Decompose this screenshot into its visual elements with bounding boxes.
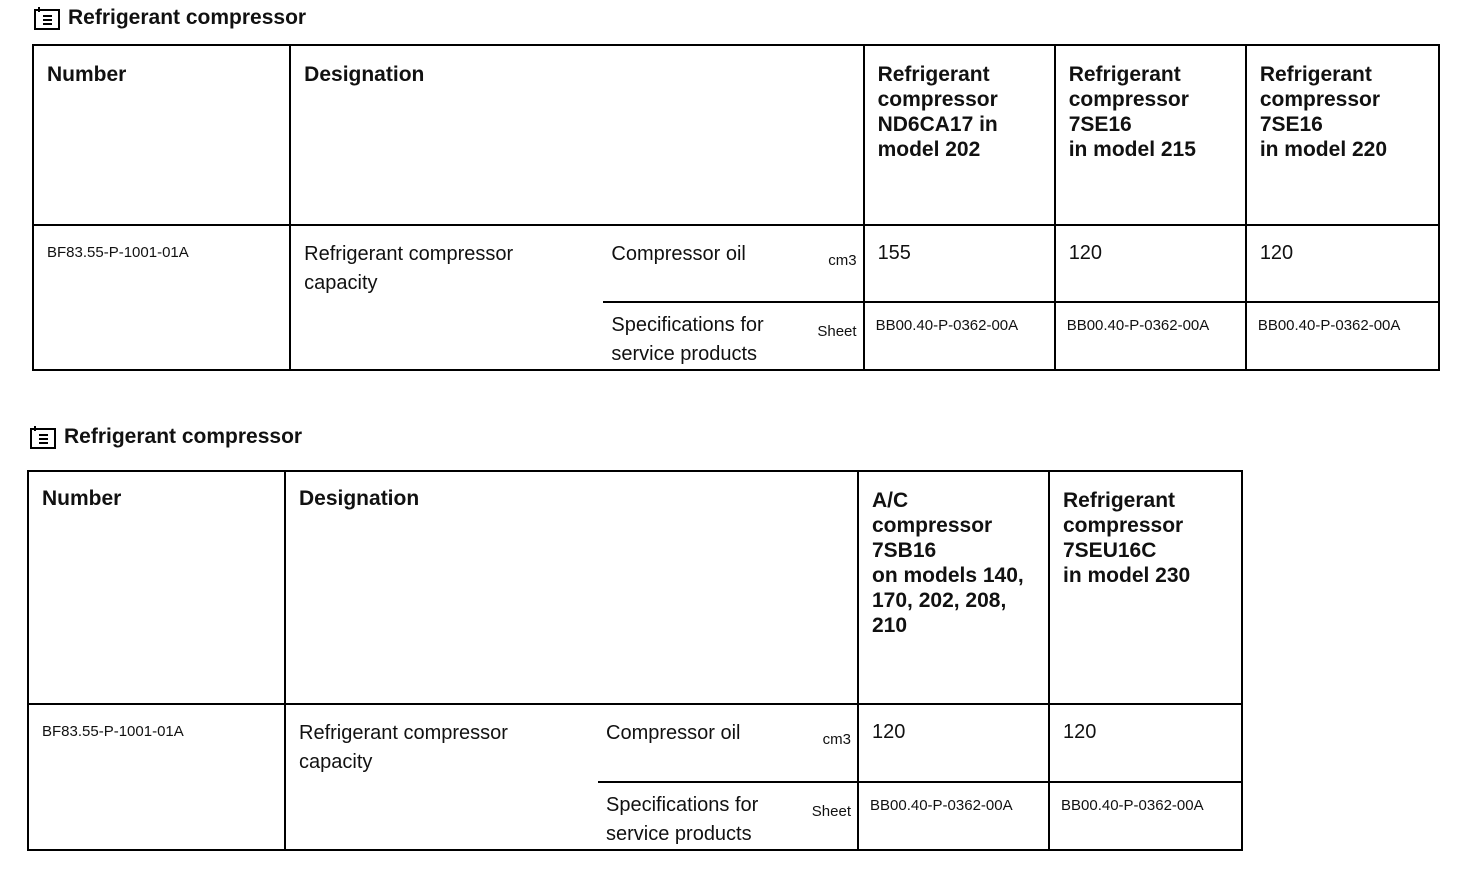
- oil-label: Compressor oil: [606, 722, 741, 744]
- oil-label: Compressor oil: [611, 243, 746, 265]
- spec-label-cell: Specifications for service products Sheet: [598, 782, 858, 850]
- spec-value: BB00.40-P-0362-00A: [1246, 302, 1439, 370]
- oil-unit: cm3: [828, 252, 857, 269]
- table-row: [28, 704, 1242, 782]
- spec-value: BB00.40-P-0362-00A: [1055, 302, 1246, 370]
- header-column: Refrigerant compressor 7SEU16C in model 230: [1049, 471, 1242, 704]
- header-column: Refrigerant compressor 7SE16 in model 215: [1055, 45, 1246, 225]
- oil-label-cell: [603, 225, 863, 302]
- table-header-row: [28, 471, 1242, 704]
- spec-table: [32, 44, 1440, 371]
- row-number: BF83.55-P-1001-01A: [28, 704, 285, 850]
- spec-unit: Sheet: [811, 803, 851, 820]
- spec-unit: Sheet: [817, 323, 857, 340]
- table-header-row: [33, 45, 1439, 225]
- header-column: A/C compressor 7SB16 on models 140, 170, 202, 208, 210: [858, 471, 1049, 704]
- document-icon: [30, 425, 56, 449]
- table-row: [33, 225, 1439, 302]
- section-heading: [34, 6, 306, 30]
- oil-value: 120: [1049, 704, 1242, 782]
- section-title: Refrigerant compressor: [68, 6, 307, 29]
- spec-value: BB00.40-P-0362-00A: [1049, 782, 1242, 850]
- row-number: BF83.55-P-1001-01A: [33, 225, 290, 370]
- oil-value: 155: [864, 225, 1055, 302]
- section-title: Refrigerant compressor: [64, 425, 303, 448]
- header-number: Number: [33, 45, 290, 225]
- header-column: Refrigerant compressor 7SE16 in model 220: [1246, 45, 1439, 225]
- header-column: Refrigerant compressor ND6CA17 in model 202: [864, 45, 1055, 225]
- oil-label-cell: [598, 704, 858, 782]
- row-designation: Refrigerant compressor capacity: [285, 704, 598, 850]
- row-designation: Refrigerant compressor capacity: [290, 225, 603, 370]
- oil-unit: cm3: [822, 731, 851, 748]
- header-designation: Designation: [290, 45, 863, 225]
- section-heading: [30, 425, 302, 449]
- header-number: Number: [28, 471, 285, 704]
- spec-value: BB00.40-P-0362-00A: [858, 782, 1049, 850]
- oil-value: 120: [1246, 225, 1439, 302]
- document-icon: [34, 6, 60, 30]
- spec-value: BB00.40-P-0362-00A: [864, 302, 1055, 370]
- spec-label-cell: Specifications for service products Sheet: [603, 302, 863, 370]
- oil-value: 120: [1055, 225, 1246, 302]
- spec-table: [27, 470, 1243, 851]
- header-designation: Designation: [285, 471, 858, 704]
- oil-value: 120: [858, 704, 1049, 782]
